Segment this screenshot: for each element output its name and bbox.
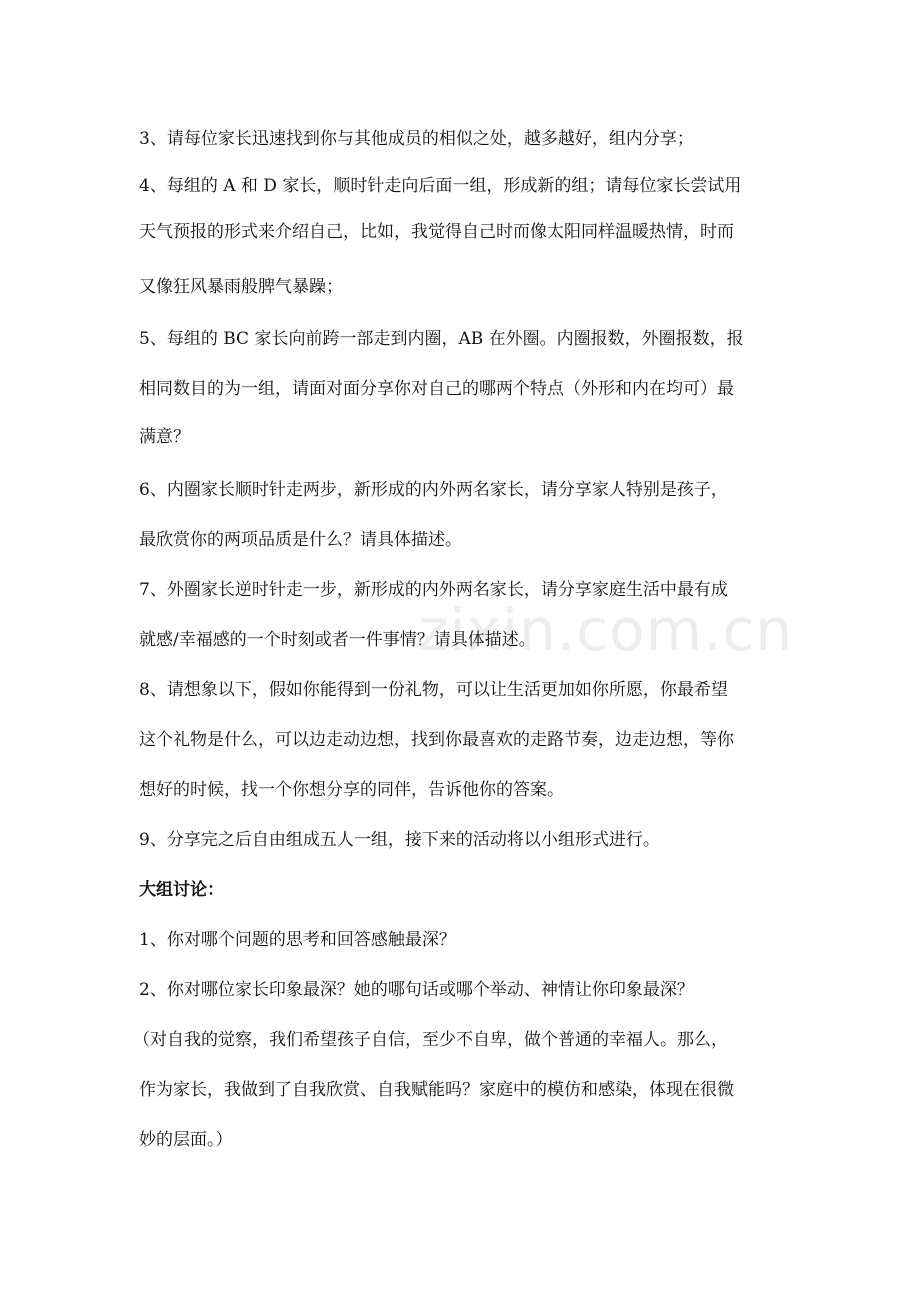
step-6-line-2: 最欣赏你的两项品质是什么？请具体描述。 [139, 530, 462, 550]
step-9-line: 9、分享完之后自由组成五人一组，接下来的活动将以小组形式进行。 [139, 830, 660, 850]
step-3-line: 3、请每位家长迅速找到你与其他成员的相似之处，越多越好，组内分享； [139, 129, 694, 149]
step-8-line-1: 8、请想象以下，假如你能得到一份礼物，可以让生活更加如你所愿，你最希望 [139, 680, 728, 700]
reflection-note-line-1: （对自我的觉察，我们希望孩子自信，至少不自卑，做个普通的幸福人。那么， [133, 1030, 728, 1050]
step-4-line-1: 4、每组的 A 和 D 家长，顺时针走向后面一组，形成新的组；请每位家长尝试用 [139, 176, 742, 196]
step-7-line-1: 7、外圈家长逆时针走一步，新形成的内外两名家长，请分享家庭生活中最有成 [139, 580, 728, 600]
site-watermark: zixin.com.cn [418, 596, 794, 664]
discussion-question-2: 2、你对哪位家长印象最深？她的哪句话或哪个举动、神情让你印象最深？ [139, 980, 694, 1000]
step-5-line-1: 5、每组的 BC 家长向前跨一部走到内圈，AB 在外圈。内圈报数，外圈报数，报 [139, 329, 744, 349]
reflection-note-line-2: 作为家长，我做到了自我欣赏、自我赋能吗？家庭中的模仿和感染，体现在很微 [139, 1080, 734, 1100]
step-7-line-2: 就感/幸福感的一个时刻或者一件事情？请具体描述。 [139, 630, 536, 650]
step-4-line-3: 又像狂风暴雨般脾气暴躁； [139, 277, 343, 297]
step-4-line-2: 天气预报的形式来介绍自己，比如，我觉得自己时而像太阳同样温暖热情，时而 [139, 222, 734, 242]
step-6-line-1: 6、内圈家长顺时针走两步，新形成的内外两名家长，请分享家人特别是孩子， [139, 480, 728, 500]
step-5-line-2: 相同数目的为一组，请面对面分享你对自己的哪两个特点（外形和内在均可）最 [139, 379, 734, 399]
group-discussion-heading: 大组讨论： [139, 880, 224, 900]
discussion-question-1: 1、你对哪个问题的思考和回答感触最深？ [139, 930, 456, 950]
step-8-line-3: 想好的时候，找一个你想分享的同伴，告诉他你的答案。 [139, 780, 564, 800]
step-8-line-2: 这个礼物是什么，可以边走动边想，找到你最喜欢的走路节奏，边走边想，等你 [139, 730, 734, 750]
reflection-note-line-3: 妙的层面。） [139, 1130, 233, 1150]
step-5-line-3: 满意？ [139, 427, 190, 447]
